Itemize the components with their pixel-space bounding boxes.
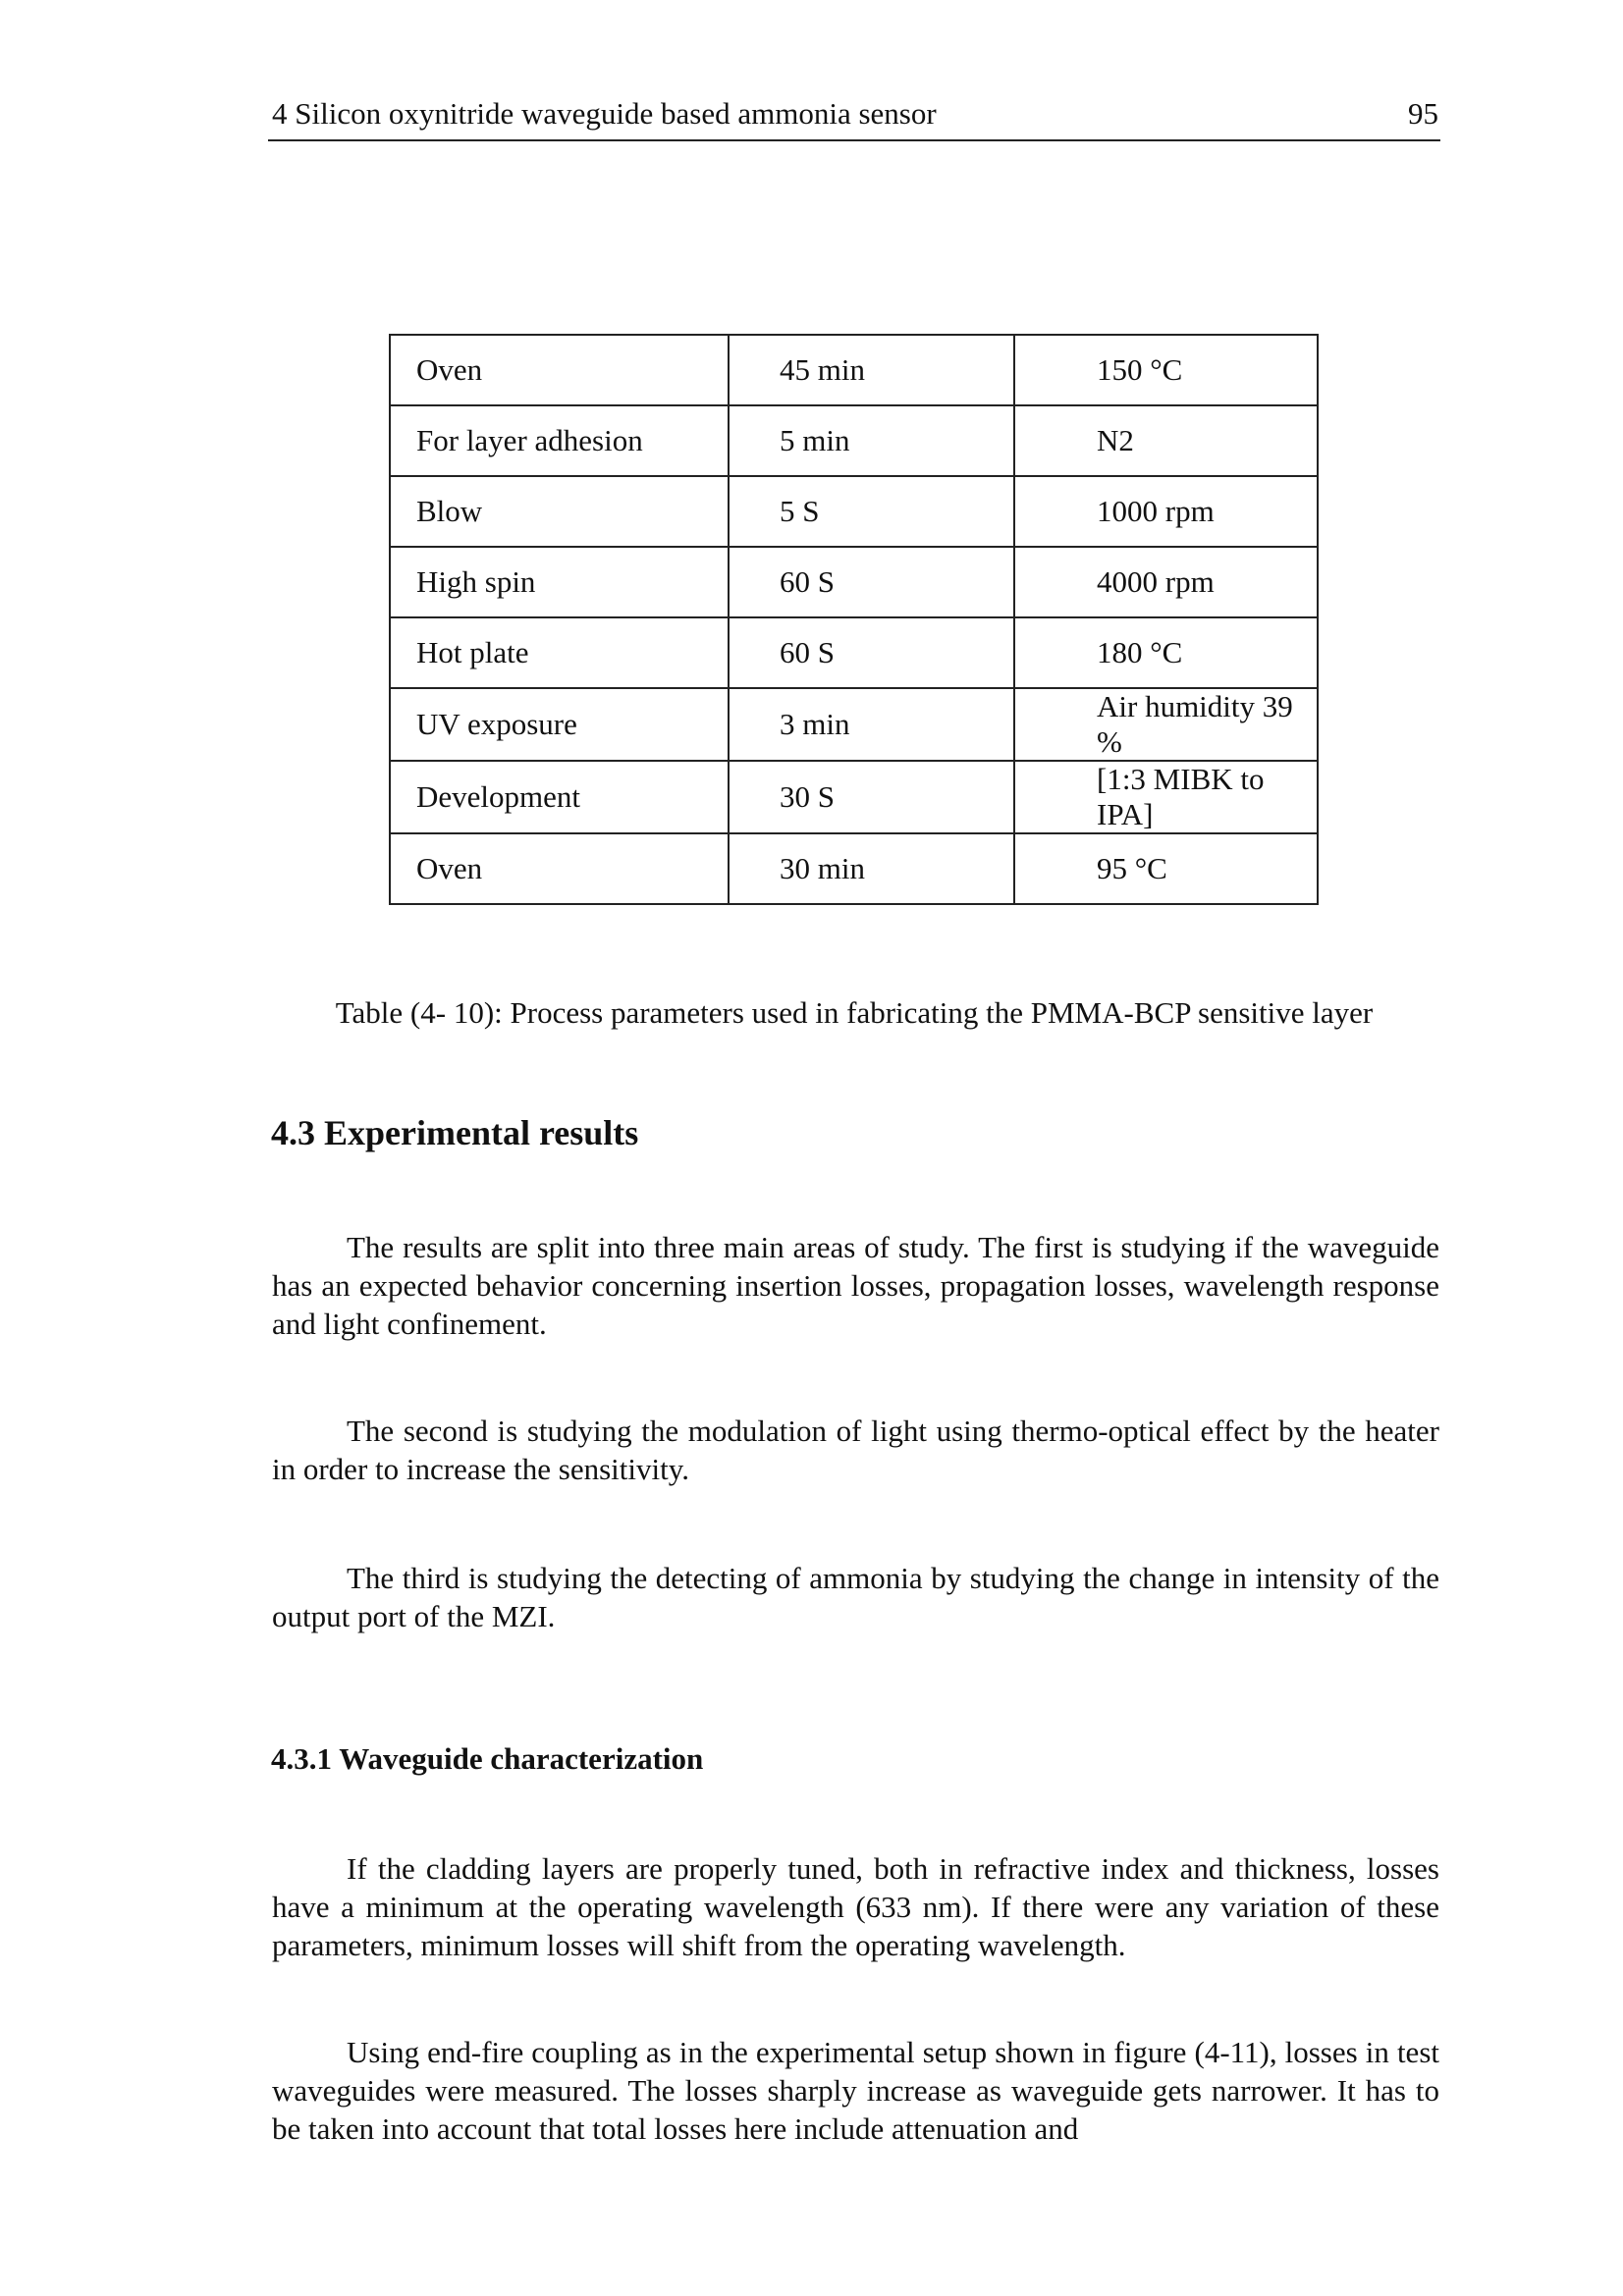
table-cell: 1000 rpm <box>1014 476 1318 547</box>
body-paragraph: The third is studying the detecting of ammonia by studying the change in intensity of the output port of the MZI. <box>272 1561 1439 1633</box>
table-row <box>390 335 1318 405</box>
table-cell: 5 min <box>729 405 1014 476</box>
body-paragraph: The second is studying the modulation of light using thermo-optical effect by the heater in order to increase the sensitivity. <box>272 1414 1439 1486</box>
table-cell: 95 °C <box>1014 833 1318 904</box>
body-paragraph: The results are split into three main areas of study. The first is studying if the waveguide has an expected behavior concerning insertion losses, propagation losses, wavelength response and light confinement. <box>272 1230 1439 1341</box>
table-cell: 60 S <box>729 547 1014 617</box>
table-row <box>390 405 1318 476</box>
table-cell: 3 min <box>729 688 1014 761</box>
section-heading: 4.3 Experimental results <box>271 1113 639 1152</box>
table-cell: 150 °C <box>1014 335 1318 405</box>
table-cell: 45 min <box>729 335 1014 405</box>
table-cell: High spin <box>390 547 729 617</box>
page-number: 95 <box>1408 96 1438 131</box>
table-cell: 60 S <box>729 617 1014 688</box>
table-row <box>390 547 1318 617</box>
table-cell: [1:3 MIBK to IPA] <box>1014 761 1318 833</box>
table-cell: 5 S <box>729 476 1014 547</box>
table-row <box>390 833 1318 904</box>
table-cell: 4000 rpm <box>1014 547 1318 617</box>
table-cell: UV exposure <box>390 688 729 761</box>
table-cell: Air humidity 39 % <box>1014 688 1318 761</box>
table-cell: Hot plate <box>390 617 729 688</box>
table-cell: Blow <box>390 476 729 547</box>
table-row <box>390 761 1318 833</box>
table-cell: 30 S <box>729 761 1014 833</box>
page-header <box>268 96 1440 141</box>
table-row <box>390 688 1318 761</box>
table-caption: Table (4- 10): Process parameters used in fabricating the PMMA-BCP sensitive layer <box>335 995 1374 1030</box>
table-cell: N2 <box>1014 405 1318 476</box>
body-paragraph: Using end-fire coupling as in the experimental setup shown in figure (4-11), losses in test waveguides were measured. The losses sharply increase as waveguide gets narrower. It has to be taken into account that total losses here include attenuation and <box>272 2035 1439 2146</box>
table-cell: Oven <box>390 833 729 904</box>
body-paragraph: If the cladding layers are properly tuned, both in refractive index and thickness, losses have a minimum at the operating wavelength (633 nm). If there were any variation of these parameters, minimum losses will shift from the operating wavelength. <box>272 1851 1439 1962</box>
running-title: 4 Silicon oxynitride waveguide based ammonia sensor <box>272 96 937 131</box>
table-row <box>390 476 1318 547</box>
subsection-heading: 4.3.1 Waveguide characterization <box>271 1741 704 1776</box>
process-parameters-table <box>389 334 1319 905</box>
table-cell: 180 °C <box>1014 617 1318 688</box>
table-cell: Oven <box>390 335 729 405</box>
table-cell: Development <box>390 761 729 833</box>
table-cell: 30 min <box>729 833 1014 904</box>
table-cell: For layer adhesion <box>390 405 729 476</box>
table-row <box>390 617 1318 688</box>
